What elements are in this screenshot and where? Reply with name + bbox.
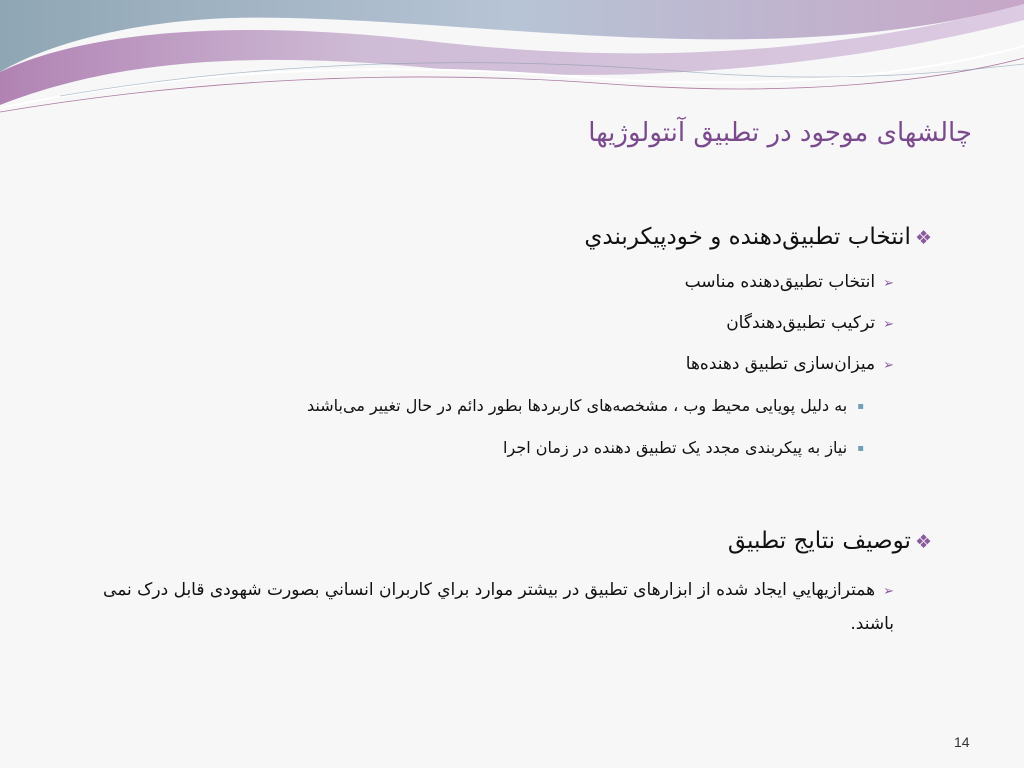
arrow-bullet-icon: ➢ [883,317,894,332]
square-bullet-icon: ▪ [857,401,864,412]
list-subitem: ▪به دلیل پویایی محیط وب ، مشخصه‌های کاربردها بطور دائم در حال تغییر می‌باشند [307,396,864,415]
section-heading: ❖انتخاب تطبیق‌دهنده و خودپیکربندي [584,224,932,250]
list-item: ➢میزان‌سازی تطبیق دهنده‌ها [685,354,894,374]
page-number: 14 [954,734,970,750]
diamond-bullet-icon: ❖ [914,227,932,249]
list-subitem: ▪نیاز به پیکربندی مجدد یک تطبیق دهنده در زمان اجرا [503,438,864,457]
arrow-bullet-icon: ➢ [883,358,894,373]
section-heading: ❖توصیف نتایج تطبیق [727,528,932,554]
list-item: ➢ترکیب تطبیق‌دهندگان [726,313,894,333]
list-item: ➢همترازیهايي ايجاد شده از ابزارهای تطبیق در بیشتر موارد براي كاربران انساني بصورت شهودی قابل درک نمی باشند. [74,574,894,641]
slide-title: چالشهای موجود در تطبیق آنتولوژیها [588,118,972,148]
arrow-bullet-icon: ➢ [883,584,894,599]
square-bullet-icon: ▪ [857,443,864,454]
arrow-bullet-icon: ➢ [883,276,894,291]
diamond-bullet-icon: ❖ [914,531,932,553]
list-item: ➢انتخاب تطبیق‌دهنده مناسب [684,272,894,292]
